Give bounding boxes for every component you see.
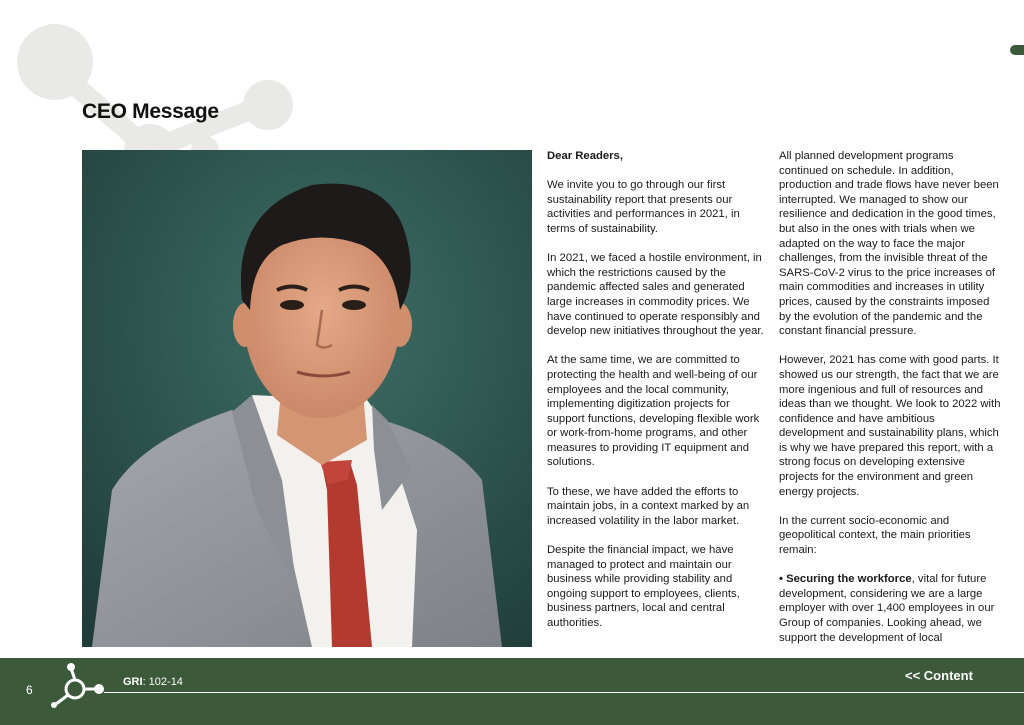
letter-paragraph: In the current socio-economic and geopolitical context, the main priorities remain: (779, 514, 971, 557)
priority-text: , vital for future development, considering we are a large employer with over 1,400 employees in our Group of companies. Looking ahead, we support the development of local (779, 573, 995, 644)
letter-paragraph: To these, we have added the efforts to maintain jobs, in a context marked by an increased volatility in the labor market. (547, 485, 750, 527)
letter-paragraph: All planned development programs continued on schedule. In addition, production and trade flows have never been interrupted. We managed to show our resilience and dedication in the good times, but also in the ones with trials when we adapted on the way to face the major challenges, from the invisible threat of the SARS-CoV-2 virus to the price increases of main commodities and increases in utility prices, caused by the constraints imposed by the evolution of the pandemic and the constant financial pressure. (779, 150, 999, 338)
page-title: CEO Message (82, 100, 219, 123)
ceo-portrait-photo (82, 150, 532, 647)
letter-paragraph: In 2021, we faced a hostile environment, in which the restrictions caused by the pandemic affected sales and generated large increases in commodity prices. We have continued to operate responsibly and develop new initiatives throughout the year. (547, 252, 764, 338)
letter-paragraph-priority (779, 572, 1001, 645)
footer-divider (104, 692, 1024, 693)
letter-column-2 (779, 149, 1001, 660)
letter-column-1 (547, 149, 769, 645)
content-link[interactable]: << Content (905, 668, 973, 683)
page-number: 6 (26, 683, 33, 697)
letter-paragraph: At the same time, we are committed to protecting the health and well-being of our employees and the local community, implementing digitization projects for support functions, developing flexible work or work-from-home programs, and other measures to providing IT equipment and solutions. (547, 354, 760, 469)
letter-paragraph: Despite the financial impact, we have managed to protect and maintain our business while providing stability and ongoing support to employees, clients, business partners, local and central authorities. (547, 544, 740, 629)
letter-paragraph: However, 2021 has come with good parts. It showed us our strength, the fact that we are more ingenious and full of resources and ideas than we thought. We look to 2022 with confidence and have ambitious development and sustainability plans, which is why we have prepared this report, with a strong focus on developing extensive projects for the environment and green energy projects. (779, 354, 1001, 498)
gri-label: GRI (123, 676, 143, 688)
molecule-decoration-icon (0, 0, 320, 170)
priority-heading: • Securing the workforce (779, 573, 912, 586)
molecule-logo-icon (44, 662, 106, 708)
side-tab-marker (1010, 45, 1024, 55)
letter-salutation: Dear Readers, (547, 150, 623, 162)
letter-paragraph: We invite you to go through our first sustainability report that presents our activities and performances in 2021, in terms of sustainability. (547, 179, 740, 235)
gri-value: : 102-14 (142, 676, 183, 688)
gri-reference (123, 676, 183, 688)
